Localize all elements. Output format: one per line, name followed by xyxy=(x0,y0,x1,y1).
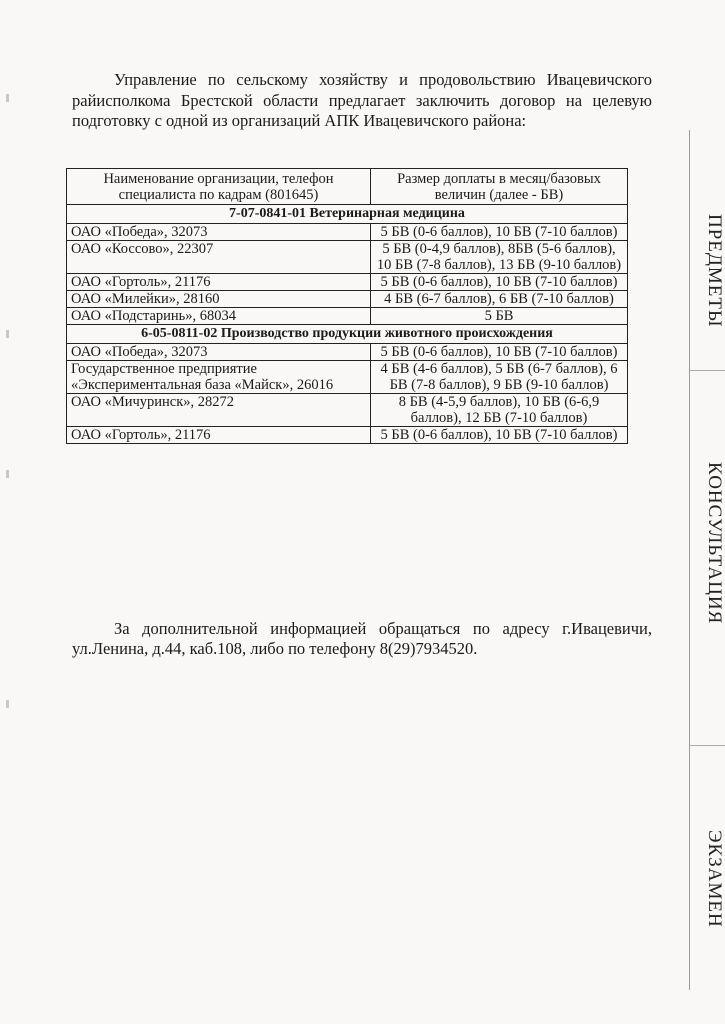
table-row xyxy=(67,291,628,308)
pay-cell: 5 БВ xyxy=(371,308,628,325)
pay-cell: 5 БВ (0-6 баллов), 10 БВ (7-10 баллов) xyxy=(371,344,628,361)
tab-consultation[interactable]: КОНСУЛЬТАЦИЯ xyxy=(704,462,725,625)
table-row xyxy=(67,394,628,427)
pay-cell: 5 БВ (0-6 баллов), 10 БВ (7-10 баллов) xyxy=(371,427,628,444)
org-cell: ОАО «Коссово», 22307 xyxy=(67,241,371,274)
tab-subjects[interactable]: ПРЕДМЕТЫ xyxy=(704,214,725,328)
section-row xyxy=(67,205,628,224)
tab-divider xyxy=(689,370,725,371)
tab-exam[interactable]: ЭКЗАМЕН xyxy=(704,830,725,928)
intro-paragraph: Управление по сельскому хозяйству и продовольствию Ивацевичского райисполкома Брестской области предлагает заключить договор на целевую подготовку с одной из организаций АПК Ивацевичского района: xyxy=(72,70,652,130)
contact-paragraph: За дополнительной информацией обращаться по адресу г.Ивацевичи, ул.Ленина, д.44, каб.108, либо по телефону 8(29)7934520. xyxy=(72,619,652,658)
organizations-table xyxy=(66,168,628,444)
pay-cell: 5 БВ (0-6 баллов), 10 БВ (7-10 баллов) xyxy=(371,274,628,291)
header-organization: Наименование организации, телефон специалиста по кадрам (801645) xyxy=(67,169,371,205)
section-title: 7-07-0841-01 Ветеринарная медицина xyxy=(67,205,628,224)
punch-marks xyxy=(6,0,10,1024)
org-cell: ОАО «Победа», 32073 xyxy=(67,344,371,361)
pay-cell: 4 БВ (6-7 баллов), 6 БВ (7-10 баллов) xyxy=(371,291,628,308)
section-title: 6-05-0811-02 Производство продукции животного происхождения xyxy=(67,325,628,344)
org-cell: Государственное предприятие «Экспериментальная база «Майск», 26016 xyxy=(67,361,371,394)
pay-cell: 8 БВ (4-5,9 баллов), 10 БВ (6-6,9 баллов), 12 БВ (7-10 баллов) xyxy=(371,394,628,427)
section-row xyxy=(67,325,628,344)
table-row xyxy=(67,361,628,394)
side-tabs xyxy=(689,0,725,1024)
tabs-edge-line xyxy=(689,130,690,990)
org-cell: ОАО «Мичуринск», 28272 xyxy=(67,394,371,427)
org-cell: ОАО «Гортоль», 21176 xyxy=(67,427,371,444)
org-cell: ОАО «Гортоль», 21176 xyxy=(67,274,371,291)
org-cell: ОАО «Милейки», 28160 xyxy=(67,291,371,308)
pay-cell: 4 БВ (4-6 баллов), 5 БВ (6-7 баллов), 6 БВ (7-8 баллов), 9 БВ (9-10 баллов) xyxy=(371,361,628,394)
org-cell: ОАО «Победа», 32073 xyxy=(67,224,371,241)
pay-cell: 5 БВ (0-4,9 баллов), 8БВ (5-6 баллов), 10 БВ (7-8 баллов), 13 БВ (9-10 баллов) xyxy=(371,241,628,274)
table-row xyxy=(67,274,628,291)
header-payment: Размер доплаты в месяц/базовых величин (далее - БВ) xyxy=(371,169,628,205)
tab-divider xyxy=(689,745,725,746)
table-row xyxy=(67,344,628,361)
table-row xyxy=(67,427,628,444)
table-header-row xyxy=(67,169,628,205)
org-cell: ОАО «Подстаринь», 68034 xyxy=(67,308,371,325)
pay-cell: 5 БВ (0-6 баллов), 10 БВ (7-10 баллов) xyxy=(371,224,628,241)
table-row xyxy=(67,224,628,241)
table-row xyxy=(67,241,628,274)
table-row xyxy=(67,308,628,325)
